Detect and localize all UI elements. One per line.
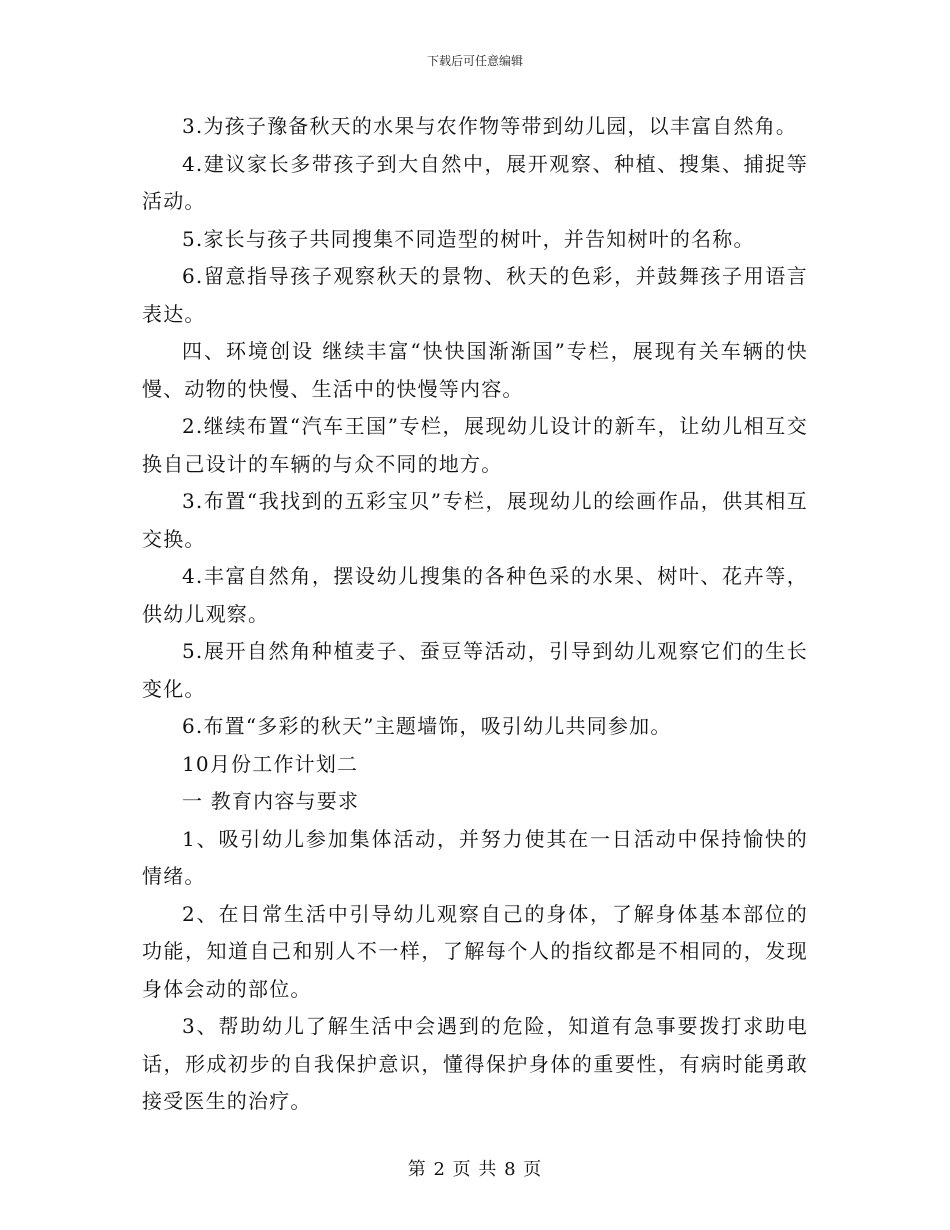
paragraph-4: 6.留意指导孩子观察秋天的景物、秋天的色彩，并鼓舞孩子用语言表达。 <box>142 264 808 326</box>
paragraph-9: 5.展开自然角种植麦子、蚕豆等活动，引导到幼儿观察它们的生长变化。 <box>142 639 808 701</box>
document-body <box>142 108 808 1121</box>
paragraph-8: 4.丰富自然角，摆设幼儿搜集的各种色采的水果、树叶、花卉等，供幼儿观察。 <box>142 564 808 626</box>
paragraph-5: 四、环境创设 继续丰富“快快国渐渐国”专栏，展现有关车辆的快慢、动物的快慢、生活中的快慢等内容。 <box>142 339 808 401</box>
paragraph-2: 4.建议家长多带孩子到大自然中，展开观察、种植、搜集、捕捉等活动。 <box>142 151 808 213</box>
paragraph-6: 2.继续布置“汽车王国”专栏，展现幼儿设计的新车，让幼儿相互交换自己设计的车辆的与众不同的地方。 <box>142 414 808 476</box>
paragraph-13: 1、吸引幼儿参加集体活动，并努力使其在一日活动中保持愉快的情绪。 <box>142 826 808 888</box>
page-number: 第 2 页 共 8 页 <box>407 1159 543 1180</box>
paragraph-7: 3.布置“我找到的五彩宝贝”专栏，展现幼儿的绘画作品，供其相互交换。 <box>142 489 808 551</box>
paragraph-14: 2、在日常生活中引导幼儿观察自己的身体，了解身体基本部位的功能，知道自己和别人不一样，了解每个人的指纹都是不相同的，发现身体会动的部位。 <box>142 901 808 1001</box>
subsection-title: 一 教育内容与要求 <box>182 789 360 813</box>
paragraph-10: 6.布置“多彩的秋天”主题墙饰，吸引幼儿共同参加。 <box>182 714 672 738</box>
paragraph-1: 3.为孩子豫备秋天的水果与农作物等带到幼儿园，以丰富自然角。 <box>182 114 798 138</box>
header-note: 下载后可任意编辑 <box>426 54 523 68</box>
paragraph-15: 3、帮助幼儿了解生活中会遇到的危险，知道有急事要拨打求助电话，形成初步的自我保护意识，懂得保护身体的重要性，有病时能勇敢接受医生的治疗。 <box>142 1014 808 1113</box>
section-title: 10月份工作计划二 <box>182 751 359 776</box>
paragraph-3: 5.家长与孩子共同搜集不同造型的树叶，并告知树叶的名称。 <box>182 226 755 251</box>
